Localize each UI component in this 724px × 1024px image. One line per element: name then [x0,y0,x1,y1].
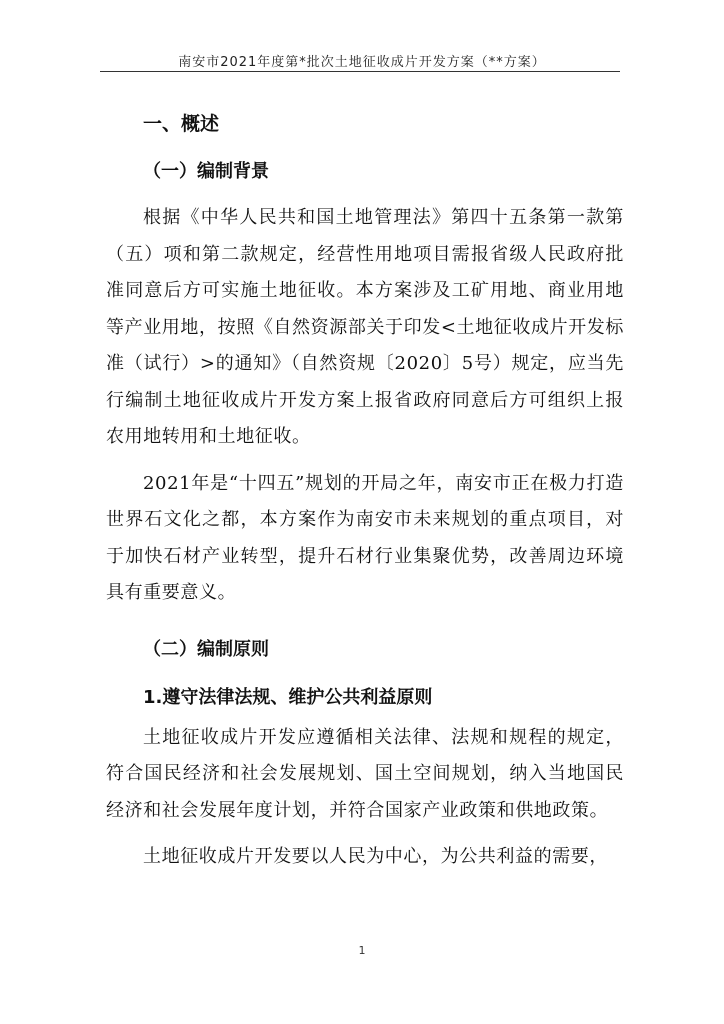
document-body [106,104,624,886]
header-divider [100,71,620,72]
subsection-heading-background: （一）编制背景 [143,161,269,182]
paragraph-principle-1-b: 土地征收成片开发要以人民为中心，为公共利益的需要， [143,846,608,867]
running-header: 南安市2021年度第*批次土地征收成片开发方案（**方案） [178,55,546,70]
paragraph-background-2: 2021年是“十四五”规划的开局之年，南安市正在极力打造世界石文化之都，本方案作为南安市未来规划的重点项目，对于加快石材产业转型，提升石材行业集聚优势，改善周边环境具有重要意义。 [106,472,624,603]
page-number: 1 [358,944,366,957]
principle-1-heading: 1.遵守法律法规、维护公共利益原则 [143,686,433,708]
section-heading-overview: 一、概述 [143,113,220,135]
paragraph-principle-1-a: 土地征收成片开发应遵循相关法律、法规和规程的规定，符合国民经济和社会发展规划、国土空间规划，纳入当地国民经济和社会发展年度计划，并符合国家产业政策和供地政策。 [106,726,624,821]
subsection-heading-principles: （二）编制原则 [143,638,269,660]
paragraph-background-1: 根据《中华人民共和国土地管理法》第四十五条第一款第（五）项和第二款规定，经营性用地项目需报省级人民政府批准同意后方可实施土地征收。本方案涉及工矿用地、商业用地等产业用地，按照《自然资源部关于印发<土地征收成片开发标准（试行）>的通知》（自然资规〔2020〕5号）规定，应当先行编制土地征收成片开发方案上报省政府同意后方可组织上报农用地转用和土地征收。 [106,207,624,447]
